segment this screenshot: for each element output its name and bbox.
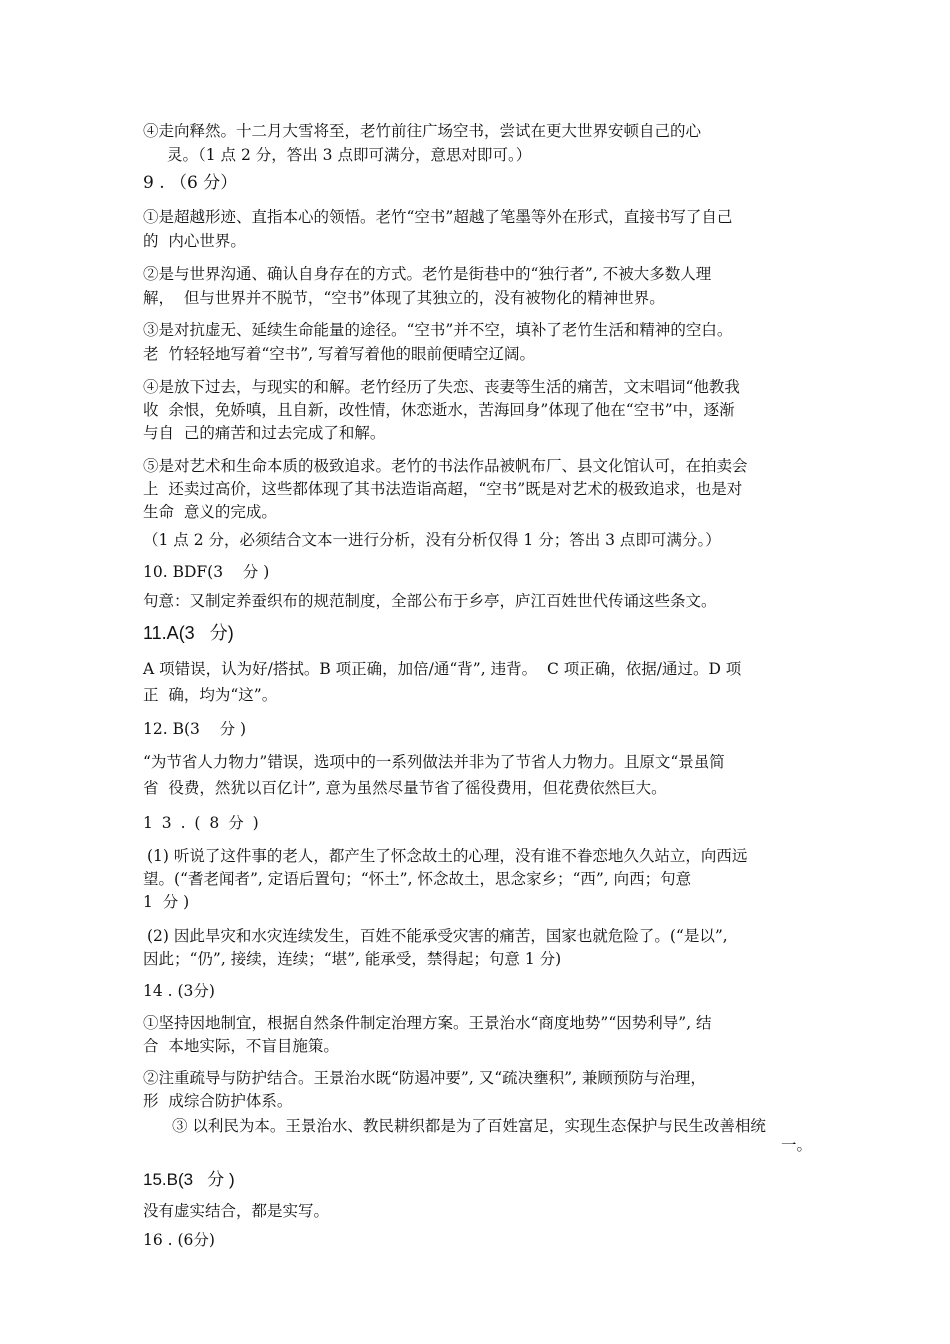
q8-point4-line1: ④走向释然。十二月大雪将至，老竹前往广场空书，尝试在更大世界安顿自己的心 (143, 122, 702, 140)
q10-heading: 10. BDF(3 分 ) (143, 563, 270, 581)
q9-point3-line2: 老 竹轻轻地写着“空书”, 写着写着他的眼前便晴空辽阔。 (143, 345, 536, 363)
q13-part2-line1: (2) 因此旱灾和水灾连续发生，百姓不能承受灾害的痛苦，国家也就危险了。(“是以”, (147, 927, 728, 945)
q12-line1: “为节省人力物力”错误，选项中的一系列做法并非为了节省人力物力。且原文“景虽简 (143, 753, 725, 771)
q13-part1-line2: 望。(“耆老闻者”, 定语后置句；“怀土”, 怀念故土，思念家乡；“西”, 向西；句意 (143, 870, 692, 888)
q11-line2: 正 确，均为“这”。 (143, 686, 278, 704)
q9-point4-line3: 与自 己的痛苦和过去完成了和解。 (143, 424, 386, 442)
q11-heading: 11.A(3 分) (143, 623, 234, 643)
q11-line1: A 项错误，认为好/搭拭。B 项正确，加倍/通“背”, 违背。 C 项正确，依据/通过。D 项 (143, 660, 742, 678)
q14-point3-line2: 一。 (780, 1136, 812, 1154)
q9-point5-line3: 生命 意义的完成。 (143, 503, 277, 521)
q15-heading: 15.B(3 分 ) (143, 1170, 235, 1189)
q13-part1-line1: (1) 听说了这件事的老人，都产生了怀念故土的心理，没有谁不眷恋地久久站立，向西远 (147, 847, 748, 865)
q10-translation: 句意：又制定养蚕织布的规范制度，全部公布于乡亭，庐江百姓世代传诵这些条文。 (143, 592, 717, 610)
q13-heading: 1 3 . ( 8 分 ) (143, 814, 261, 832)
q9-scoring-note: （1 点 2 分，必须结合文本一进行分析，没有分析仅得 1 分；答出 3 点即可满分。） (143, 531, 721, 549)
q9-point1-line2: 的 内心世界。 (143, 232, 246, 250)
q15-explanation: 没有虚实结合，都是实写。 (143, 1202, 330, 1220)
q9-point1-line1: ①是超越形迹、直指本心的领悟。老竹“空书”超越了笔墨等外在形式，直接书写了自己 (143, 208, 733, 226)
q8-point4-line2: 灵。（1 点 2 分，答出 3 点即可满分，意思对即可。） (167, 146, 532, 164)
q9-point5-line1: ⑤是对艺术和生命本质的极致追求。老竹的书法作品被帆布厂、县文化馆认可，在拍卖会 (143, 457, 748, 475)
q9-point2-line1: ②是与世界沟通、确认自身存在的方式。老竹是街巷中的“独行者”, 不被大多数人理 (143, 265, 712, 283)
q14-point2-line2: 形 成综合防护体系。 (143, 1092, 293, 1110)
q9-point2-line2: 解， 但与世界并不脱节，“空书”体现了其独立的，没有被物化的精神世界。 (143, 289, 665, 307)
q9-point3-line1: ③是对抗虚无、延续生命能量的途径。“空书”并不空，填补了老竹生活和精神的空白。 (143, 321, 733, 339)
q14-point1-line1: ①坚持因地制宜，根据自然条件制定治理方案。王景治水“商度地势”“因势利导”, 结 (143, 1014, 712, 1032)
q9-point4-line2: 收 余恨，免娇嗔，且自新，改性情，休恋逝水，苦海回身”体现了他在“空书”中，逐渐 (143, 401, 735, 419)
q13-part2-line2: 因此；“仍”, 接续，连续；“堪”, 能承受，禁得起；句意 1 分) (143, 950, 562, 968)
q13-part1-line3: 1 分 ) (143, 893, 190, 911)
q14-point1-line2: 合 本地实际，不盲目施策。 (143, 1037, 339, 1055)
q16-heading: 16 . (6分) (143, 1231, 215, 1249)
q14-point2-line1: ②注重疏导与防护结合。王景治水既“防遏冲要”, 又“疏决壅积”, 兼顾预防与治理， (143, 1069, 706, 1087)
q12-heading: 12. B(3 分 ) (143, 720, 247, 738)
q9-point5-line2: 上 还卖过高价，这些都体现了其书法造诣高超，“空书”既是对艺术的极致追求，也是对 (143, 480, 743, 498)
q9-point4-line1: ④是放下过去，与现实的和解。老竹经历了失恋、丧妻等生活的痛苦，文末唱词“他教我 (143, 378, 740, 396)
q14-point3-line1: ③ 以利民为本。王景治水、教民耕织都是为了百姓富足，实现生态保护与民生改善相统 (172, 1117, 766, 1135)
q9-heading: 9 . （6 分） (143, 173, 238, 193)
q14-heading: 14 . (3分) (143, 982, 215, 1000)
q12-line2: 省 役费，然犹以百亿计”, 意为虽然尽量节省了徭役费用，但花费依然巨大。 (143, 779, 667, 797)
